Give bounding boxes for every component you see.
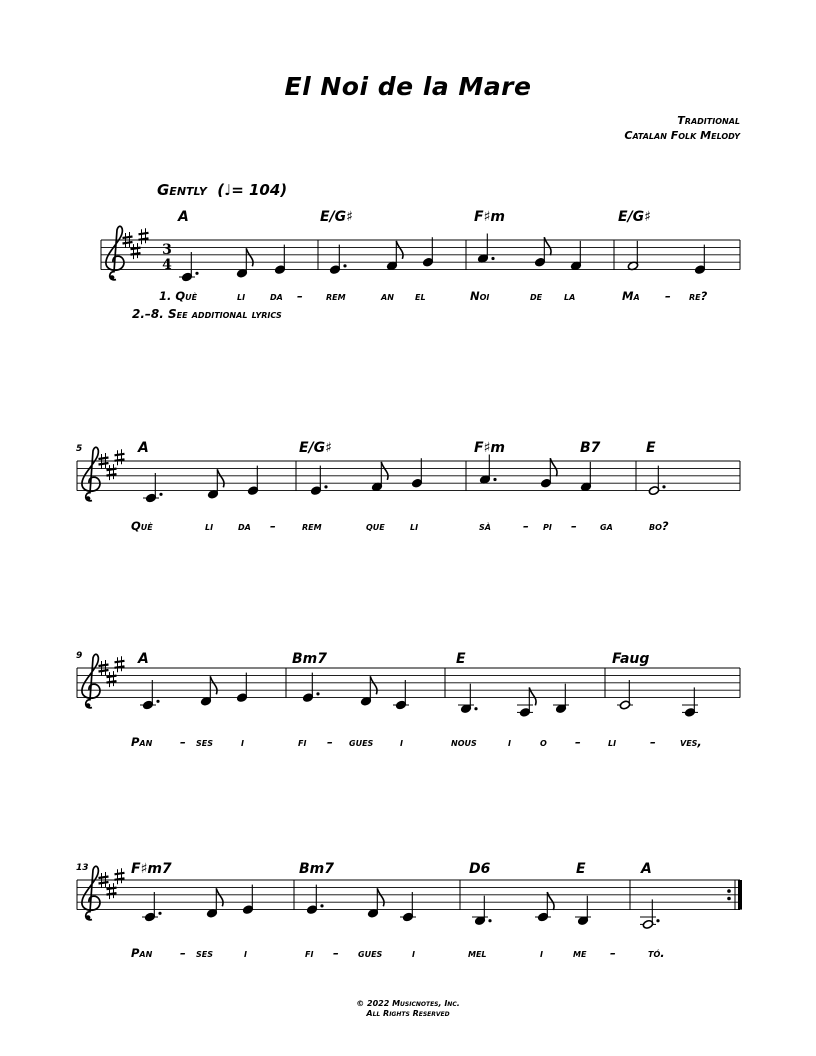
lyric-syllable: re? xyxy=(689,289,708,303)
sharp-icon xyxy=(115,449,125,465)
lyric-syllable: rem xyxy=(326,289,346,303)
song-title: El Noi de la Mare xyxy=(284,72,532,101)
lyric-syllable: o xyxy=(540,735,547,749)
measure-number: 9 xyxy=(76,651,83,661)
lyric-syllable: li xyxy=(237,289,246,303)
lyric-syllable: Pan xyxy=(131,735,153,749)
sharp-icon xyxy=(115,656,125,672)
lyric-syllable: bo? xyxy=(649,519,669,533)
lyric-syllable: mel xyxy=(468,946,487,960)
lyric-syllable: que xyxy=(366,519,385,533)
chord-symbol: Bm7 xyxy=(299,861,334,877)
lyric-syllable: ga xyxy=(600,519,613,533)
lyric-syllable: – xyxy=(650,735,656,749)
lyric-syllable: me xyxy=(573,946,587,960)
lyric-syllable: ves, xyxy=(680,735,702,749)
chord-symbol: E xyxy=(576,861,586,877)
chord-symbol: Faug xyxy=(612,651,650,667)
tempo-marking: Gently (♩= 104) xyxy=(157,181,288,199)
lyric-syllable: – xyxy=(180,735,186,749)
dot-icon xyxy=(156,700,159,703)
additional-lyrics-note: 2.–8. See additional lyrics xyxy=(132,307,282,321)
lyric-syllable: ses xyxy=(196,946,213,960)
chord-symbol: E/G♯ xyxy=(618,209,651,225)
lyric-syllable: – xyxy=(327,735,333,749)
chord-symbol: Bm7 xyxy=(292,651,327,667)
quarter-note-icon: ♩ xyxy=(224,181,232,199)
lyric-syllable: gues xyxy=(349,735,374,749)
dot-icon xyxy=(343,264,346,267)
tempo-text: Gently xyxy=(157,181,207,199)
dot-icon xyxy=(324,485,327,488)
eighth-flag-icon xyxy=(370,676,377,694)
lyric-syllable: gues xyxy=(358,946,383,960)
lyric-syllable: – xyxy=(575,735,581,749)
chord-symbol: D6 xyxy=(469,861,491,877)
lyric-syllable: fi xyxy=(298,735,307,749)
chord-symbol: E/G♯ xyxy=(320,209,353,225)
dot-icon xyxy=(195,272,198,275)
lyric-syllable: Ma xyxy=(622,289,640,303)
lyric-syllable: sà xyxy=(479,519,491,533)
sharp-icon xyxy=(115,868,125,884)
credit-line-2: Catalan Folk Melody xyxy=(624,129,740,142)
lyric-syllable: da xyxy=(270,289,283,303)
lyric-syllable: fi xyxy=(305,946,314,960)
dot-icon xyxy=(320,904,323,907)
treble-clef-icon xyxy=(82,866,100,920)
treble-clef-icon xyxy=(82,447,100,501)
chord-symbol: E xyxy=(456,651,466,667)
lyric-syllable: i xyxy=(244,946,247,960)
dot-icon xyxy=(488,919,491,922)
sharp-icon xyxy=(107,883,117,899)
dot-icon xyxy=(316,692,319,695)
tempo-bpm: = 104) xyxy=(231,181,288,199)
lyric-syllable: – xyxy=(610,946,616,960)
chord-symbol: F♯m7 xyxy=(131,861,172,877)
dot-icon xyxy=(491,257,494,260)
time-signature-bottom: 4 xyxy=(162,256,172,273)
lyric-syllable: li xyxy=(410,519,419,533)
lyric-syllable: Què xyxy=(131,519,153,533)
lyric-syllable: i xyxy=(508,735,511,749)
chord-symbol: E xyxy=(646,440,656,456)
lyric-syllable: de xyxy=(530,289,543,303)
copyright-line: © 2022 Musicnotes, Inc. xyxy=(356,999,460,1008)
rights-line: All Rights Reserved xyxy=(366,1009,450,1018)
lyric-syllable: – xyxy=(523,519,529,533)
lyric-syllable: – xyxy=(665,289,671,303)
chord-symbol: E/G♯ xyxy=(299,440,332,456)
sharp-icon xyxy=(107,464,117,480)
eighth-flag-icon xyxy=(246,248,253,266)
lyric-syllable: i xyxy=(412,946,415,960)
lyric-syllable: la xyxy=(564,289,576,303)
lyric-syllable: Pan xyxy=(131,946,153,960)
sharp-icon xyxy=(131,243,141,259)
dot-icon xyxy=(158,912,161,915)
lyric-syllable: – xyxy=(571,519,577,533)
lyric-syllable: 1. Què xyxy=(159,289,198,303)
sharp-icon xyxy=(139,228,149,244)
lyric-syllable: pi xyxy=(543,519,552,533)
lyric-syllable: an xyxy=(381,289,394,303)
repeat-dot-icon xyxy=(727,889,731,893)
eighth-flag-icon xyxy=(216,888,223,906)
treble-clef-icon xyxy=(106,226,124,280)
lyric-syllable: ses xyxy=(196,735,213,749)
dot-icon xyxy=(662,485,665,488)
lyric-syllable: nous xyxy=(451,735,477,749)
copyright-footer xyxy=(0,999,816,1019)
measure-number: 13 xyxy=(76,863,89,873)
chord-symbol: F♯m xyxy=(474,209,505,225)
lyric-syllable: – xyxy=(180,946,186,960)
lyric-syllable: i xyxy=(241,735,244,749)
chord-symbol: F♯m xyxy=(474,440,505,456)
credit-line-1: Traditional xyxy=(677,114,740,127)
chord-symbol: A xyxy=(641,861,652,877)
sharp-icon xyxy=(107,671,117,687)
lyric-syllable: li xyxy=(608,735,617,749)
eighth-flag-icon xyxy=(210,676,217,694)
treble-clef-icon xyxy=(82,654,100,708)
lyric-syllable: – xyxy=(333,946,339,960)
repeat-dot-icon xyxy=(727,897,731,901)
chord-symbol: A xyxy=(138,440,149,456)
chord-symbol: A xyxy=(138,651,149,667)
lyric-syllable: – xyxy=(297,289,303,303)
lyric-syllable: tó. xyxy=(648,946,665,960)
lyric-syllable: li xyxy=(205,519,214,533)
measure-number: 5 xyxy=(76,444,83,454)
chord-symbol: A xyxy=(178,209,189,225)
lyric-syllable: i xyxy=(540,946,543,960)
lyric-syllable: rem xyxy=(302,519,322,533)
eighth-flag-icon xyxy=(396,241,403,259)
lyric-syllable: i xyxy=(400,735,403,749)
time-signature-top: 3 xyxy=(162,242,172,259)
lyric-syllable: da xyxy=(238,519,251,533)
dot-icon xyxy=(159,493,162,496)
lyric-syllable: Noi xyxy=(470,289,490,303)
dot-icon xyxy=(656,919,659,922)
lyric-syllable: – xyxy=(270,519,276,533)
lyric-syllable: el xyxy=(415,289,426,303)
dot-icon xyxy=(474,707,477,710)
eighth-flag-icon xyxy=(377,888,384,906)
eighth-flag-icon xyxy=(217,469,224,487)
dot-icon xyxy=(493,478,496,481)
chord-symbol: B7 xyxy=(580,440,601,456)
eighth-flag-icon xyxy=(381,462,388,480)
final-bar-thick xyxy=(738,880,742,910)
